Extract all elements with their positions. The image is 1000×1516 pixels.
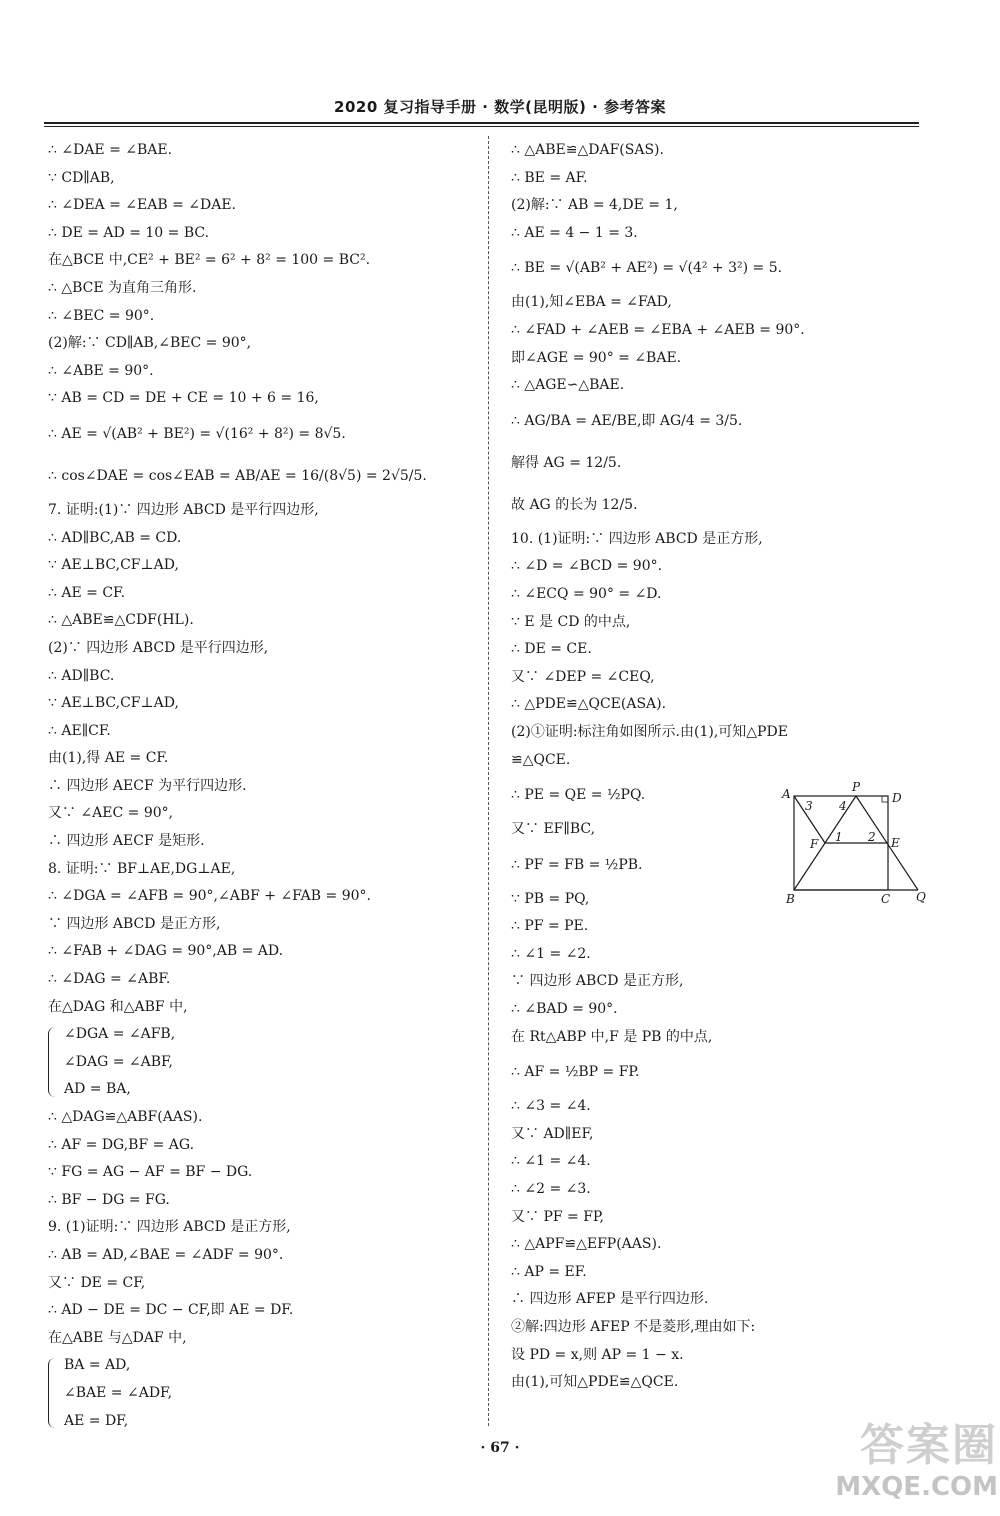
text-line: ∴ BE = √(AB² + AE²) = √(4² + 3²) = 5.: [511, 260, 783, 277]
text-line: 10. (1)证明:∵ 四边形 ABCD 是正方形,: [511, 530, 763, 547]
text-line: 即∠AGE = 90° = ∠BAE.: [511, 349, 682, 366]
text-line: ∴ ∠2 = ∠3.: [511, 1181, 591, 1198]
text-line: ∴ △BCE 为直角三角形.: [48, 279, 197, 296]
text-line: ∴ ∠1 = ∠4.: [511, 1153, 591, 1170]
angle-label-2: 2: [868, 830, 876, 844]
text-line: (2)解:∵ AB = 4,DE = 1,: [511, 197, 678, 214]
header-rule-thick: [44, 122, 919, 124]
text-line: ∴ ∠FAB + ∠DAG = 90°,AB = AD.: [48, 943, 284, 960]
text-line: ∠DAG = ∠ABF,: [64, 1053, 173, 1070]
right-column: [511, 137, 931, 1397]
text-line: ∵ AB = CD = DE + CE = 10 + 6 = 16,: [48, 390, 319, 407]
text-line: ∴ ∠BAD = 90°.: [511, 1001, 618, 1018]
angle-label-4: 4: [839, 799, 847, 813]
equation-system: [48, 1021, 478, 1104]
text-line: AD = BA,: [64, 1081, 131, 1098]
text-line: 在△DAG 和△ABF 中,: [48, 998, 188, 1015]
point-label-c: C: [881, 892, 891, 906]
text-line: ∴ 四边形 AFEP 是平行四边形.: [511, 1291, 709, 1308]
text-line: ∴ △ABE≌△CDF(HL).: [48, 612, 194, 629]
text-line: ∴ AP = EF.: [511, 1263, 587, 1280]
point-label-b: B: [786, 892, 795, 906]
text-line: ∴ AE∥CF.: [48, 722, 111, 739]
text-line: ∴ ∠DAG = ∠ABF.: [48, 971, 171, 988]
text-line: 由(1),知∠EBA = ∠FAD,: [511, 294, 672, 311]
text-line: ∴ AD − DE = DC − CF,即 AE = DF.: [48, 1302, 294, 1319]
text-line: ∠DGA = ∠AFB,: [64, 1026, 176, 1043]
text-line: ∵ AE⊥BC,CF⊥AD,: [48, 695, 179, 712]
text-line: AE = DF,: [64, 1412, 129, 1429]
text-line: ∴ AD∥BC,AB = CD.: [48, 529, 182, 546]
text-line: ∴ AE = 4 − 1 = 3.: [511, 224, 638, 241]
point-label-a: A: [782, 787, 791, 801]
text-line: ∴ AF = DG,BF = AG.: [48, 1136, 195, 1153]
text-line: 又∵ AD∥EF,: [511, 1125, 594, 1142]
point-label-f: F: [810, 837, 819, 851]
text-line: BA = AD,: [64, 1357, 131, 1374]
watermark-url: MXQE.COM: [835, 1472, 998, 1502]
text-line: ∴ △APF≌△EFP(AAS).: [511, 1236, 662, 1253]
text-line: ∵ FG = AG − AF = BF − DG.: [48, 1164, 253, 1181]
text-line: ∴ ∠DGA = ∠AFB = 90°,∠ABF + ∠FAB = 90°.: [48, 888, 371, 905]
text-line: 7. 证明:(1)∵ 四边形 ABCD 是平行四边形,: [48, 501, 319, 518]
text-line: (2)解:∵ CD∥AB,∠BEC = 90°,: [48, 335, 252, 352]
text-line: ∴ AG/BA = AE/BE,即 AG/4 = 3/5.: [511, 412, 743, 429]
left-brace: [48, 1027, 56, 1097]
text-line: 又∵ ∠DEP = ∠CEQ,: [511, 668, 655, 685]
text-line: ∴ AB = AD,∠BAE = ∠ADF = 90°.: [48, 1246, 284, 1263]
text-line: 在△BCE 中,CE² + BE² = 6² + 8² = 100 = BC².: [48, 252, 371, 269]
text-line: 在 Rt△ABP 中,F 是 PB 的中点,: [511, 1028, 713, 1045]
column-divider: [488, 136, 489, 1426]
text-line: ∠BAE = ∠ADF,: [64, 1384, 173, 1401]
text-line: ∴ AE = √(AB² + BE²) = √(16² + 8²) = 8√5.: [48, 425, 346, 442]
text-line: (2)∵ 四边形 ABCD 是平行四边形,: [48, 639, 269, 656]
text-line: 又∵ DE = CF,: [48, 1274, 146, 1291]
text-line: ∵ 四边形 ABCD 是正方形,: [48, 915, 221, 932]
text-line: ∴ 四边形 AECF 为平行四边形.: [48, 777, 247, 794]
text-line: ∴ ∠BEC = 90°.: [48, 307, 155, 324]
text-line: ∵ AE⊥BC,CF⊥AD,: [48, 557, 179, 574]
text-line: ∴ 四边形 AECF 是矩形.: [48, 833, 205, 850]
text-line: ∴ ∠ABE = 90°.: [48, 362, 154, 379]
text-line: ∴ △DAG≌△ABF(AAS).: [48, 1109, 203, 1125]
point-label-p: P: [852, 780, 861, 794]
text-line: ∴ AE = CF.: [48, 584, 126, 601]
text-line: ∵ CD∥AB,: [48, 169, 115, 186]
text-line: ∵ 四边形 ABCD 是正方形,: [511, 973, 684, 990]
right-angle-d: [882, 796, 888, 802]
text-line: ∴ AF = ½BP = FP.: [511, 1064, 640, 1081]
page-number: · 67 ·: [480, 1440, 520, 1456]
text-line: ∴ BE = AF.: [511, 169, 588, 186]
text-line: ∴ △PDE≌△QCE(ASA).: [511, 696, 667, 713]
page-header: 2020 复习指导手册 · 数学(昆明版) · 参考答案: [334, 98, 666, 116]
text-line: 设 PD = x,则 AP = 1 − x.: [511, 1346, 684, 1363]
text-line: ∴ ∠DEA = ∠EAB = ∠DAE.: [48, 197, 236, 214]
text-line: 由(1),得 AE = CF.: [48, 750, 169, 767]
point-label-d: D: [892, 791, 902, 805]
point-label-q: Q: [916, 890, 926, 904]
text-line: ∴ DE = CE.: [511, 641, 592, 658]
text-line: 故 AG 的长为 12/5.: [511, 496, 638, 513]
text-line: ∴ PF = FB = ½PB.: [511, 856, 643, 873]
text-line: ∴ ∠ECQ = 90° = ∠D.: [511, 585, 662, 602]
text-line: 解得 AG = 12/5.: [511, 454, 622, 471]
text-line: 在△ABE 与△DAF 中,: [48, 1329, 187, 1346]
text-line: ∴ ∠1 = ∠2.: [511, 945, 591, 962]
text-line: ∴ ∠D = ∠BCD = 90°.: [511, 558, 663, 575]
angle-label-3: 3: [805, 799, 813, 813]
text-line: ∴ ∠DAE = ∠BAE.: [48, 142, 173, 158]
text-line: 8. 证明:∵ BF⊥AE,DG⊥AE,: [48, 860, 236, 877]
text-line: ∴ ∠FAD + ∠AEB = ∠EBA + ∠AEB = 90°.: [511, 321, 805, 338]
text-line: ∴ AD∥BC.: [48, 667, 115, 684]
text-line: ∴ PF = PE.: [511, 918, 589, 935]
text-line: ∴ ∠3 = ∠4.: [511, 1098, 591, 1115]
text-line: ∵ PB = PQ,: [511, 890, 590, 907]
left-column: [48, 137, 478, 1435]
left-brace: [48, 1358, 56, 1428]
text-line: 9. (1)证明:∵ 四边形 ABCD 是正方形,: [48, 1219, 291, 1236]
text-line: ∴ cos∠DAE = cos∠EAB = AB/AE = 16/(8√5) = 2√5/5.: [48, 467, 427, 484]
text-line: (2)①证明:标注角如图所示.由(1),可知△PDE: [511, 723, 788, 740]
text-line: ∴ PE = QE = ½PQ.: [511, 787, 646, 804]
text-line: ∴ △AGE∽△BAE.: [511, 377, 625, 394]
text-line: ≌△QCE.: [511, 751, 571, 768]
text-line: 由(1),可知△PDE≌△QCE.: [511, 1374, 679, 1391]
text-line: ②解:四边形 AFEP 不是菱形,理由如下:: [511, 1319, 756, 1335]
header-rule-thin: [44, 126, 919, 127]
watermark: [770, 1420, 998, 1510]
text-line: ∴ BF − DG = FG.: [48, 1191, 170, 1208]
text-line: 又∵ ∠AEC = 90°,: [48, 805, 174, 822]
text-line: ∵ E 是 CD 的中点,: [511, 613, 631, 630]
geometry-figure: [780, 780, 930, 906]
watermark-logo-text: 答案圈: [860, 1420, 998, 1471]
angle-label-1: 1: [835, 830, 843, 844]
text-line: ∴ △ABE≌△DAF(SAS).: [511, 142, 664, 158]
equation-system: [48, 1352, 478, 1435]
text-line: 又∵ PF = FP,: [511, 1208, 604, 1225]
text-line: ∴ DE = AD = 10 = BC.: [48, 224, 210, 241]
point-label-e: E: [891, 836, 900, 850]
text-line: 又∵ EF∥BC,: [511, 821, 596, 838]
